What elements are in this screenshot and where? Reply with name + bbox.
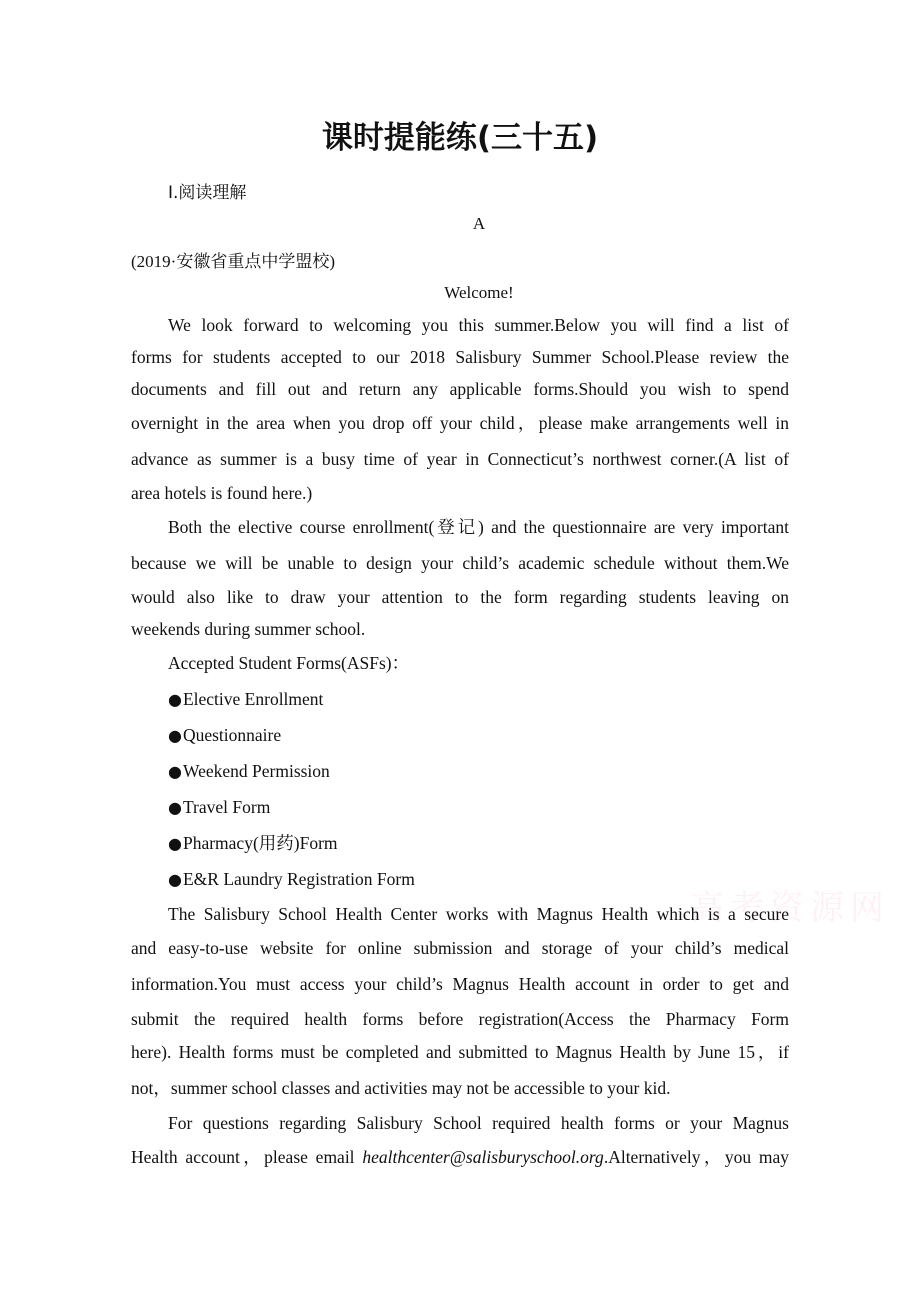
text-line: We look forward to welcoming you this summer.Below you will find a list of — [168, 315, 789, 335]
text-line: Accepted Student Forms(ASFs)： — [168, 653, 410, 673]
text-line: Health account，please email healthcenter@salisburyschool.org.Alternatively，you may — [131, 1147, 790, 1167]
text-line: information.You must access your child’s Magnus Health account in order to get and — [131, 974, 789, 994]
list-item: ●E&R Laundry Registration Form — [168, 869, 415, 889]
text-line: submit the required health forms before registration(Access the Pharmacy Form — [131, 1009, 789, 1029]
list-item: ●Elective Enrollment — [168, 689, 324, 709]
passage-title: Welcome! — [444, 283, 514, 302]
text-line: here). Health forms must be completed and submitted to Magnus Health by June 15，if — [131, 1042, 789, 1062]
bullet-icon: ● — [168, 834, 182, 853]
list-item: ●Questionnaire — [168, 725, 282, 745]
page-title: 课时提能练(三十五) — [321, 120, 599, 156]
passage-label: A — [472, 214, 486, 233]
text-line: For questions regarding Salisbury School required health forms or your Magnus — [168, 1113, 789, 1133]
text-line: because we will be unable to design your child’s academic schedule without them.We — [131, 553, 789, 573]
text-line: and easy-to-use website for online submission and storage of your child’s medical — [131, 938, 789, 958]
text-line: documents and fill out and return any applicable forms.Should you wish to spend — [131, 379, 789, 399]
text-line: overnight in the area when you drop off your child，please make arrangements well in — [131, 413, 789, 433]
bullet-icon: ● — [168, 798, 182, 817]
text-line: weekends during summer school. — [131, 619, 366, 639]
bullet-icon: ● — [168, 762, 182, 781]
text-line: Both the elective course enrollment(登记) and the questionnaire are very important — [168, 517, 789, 537]
watermark: 高考资源网 — [690, 888, 890, 928]
list-item: ●Pharmacy(用药)Form — [168, 833, 338, 853]
bullet-icon: ● — [168, 726, 182, 745]
passage-source: (2019·安徽省重点中学盟校) — [131, 252, 335, 271]
text-line: The Salisbury School Health Center works with Magnus Health which is a secure — [168, 904, 789, 924]
text-line: area hotels is found here.) — [131, 483, 313, 503]
email-link[interactable]: healthcenter@salisburyschool.org — [362, 1147, 604, 1167]
text-line: forms for students accepted to our 2018 Salisbury Summer School.Please review the — [131, 347, 789, 367]
bullet-icon: ● — [168, 690, 182, 709]
section-heading: Ⅰ.阅读理解 — [168, 183, 247, 203]
list-item: ●Weekend Permission — [168, 761, 330, 781]
list-item: ●Travel Form — [168, 797, 271, 817]
text-line: not，summer school classes and activities may not be accessible to your kid. — [131, 1078, 671, 1098]
bullet-icon: ● — [168, 870, 182, 889]
text-line: advance as summer is a busy time of year in Connecticut’s northwest corner.(A list of — [131, 449, 789, 469]
text-line: would also like to draw your attention to the form regarding students leaving on — [131, 587, 789, 607]
